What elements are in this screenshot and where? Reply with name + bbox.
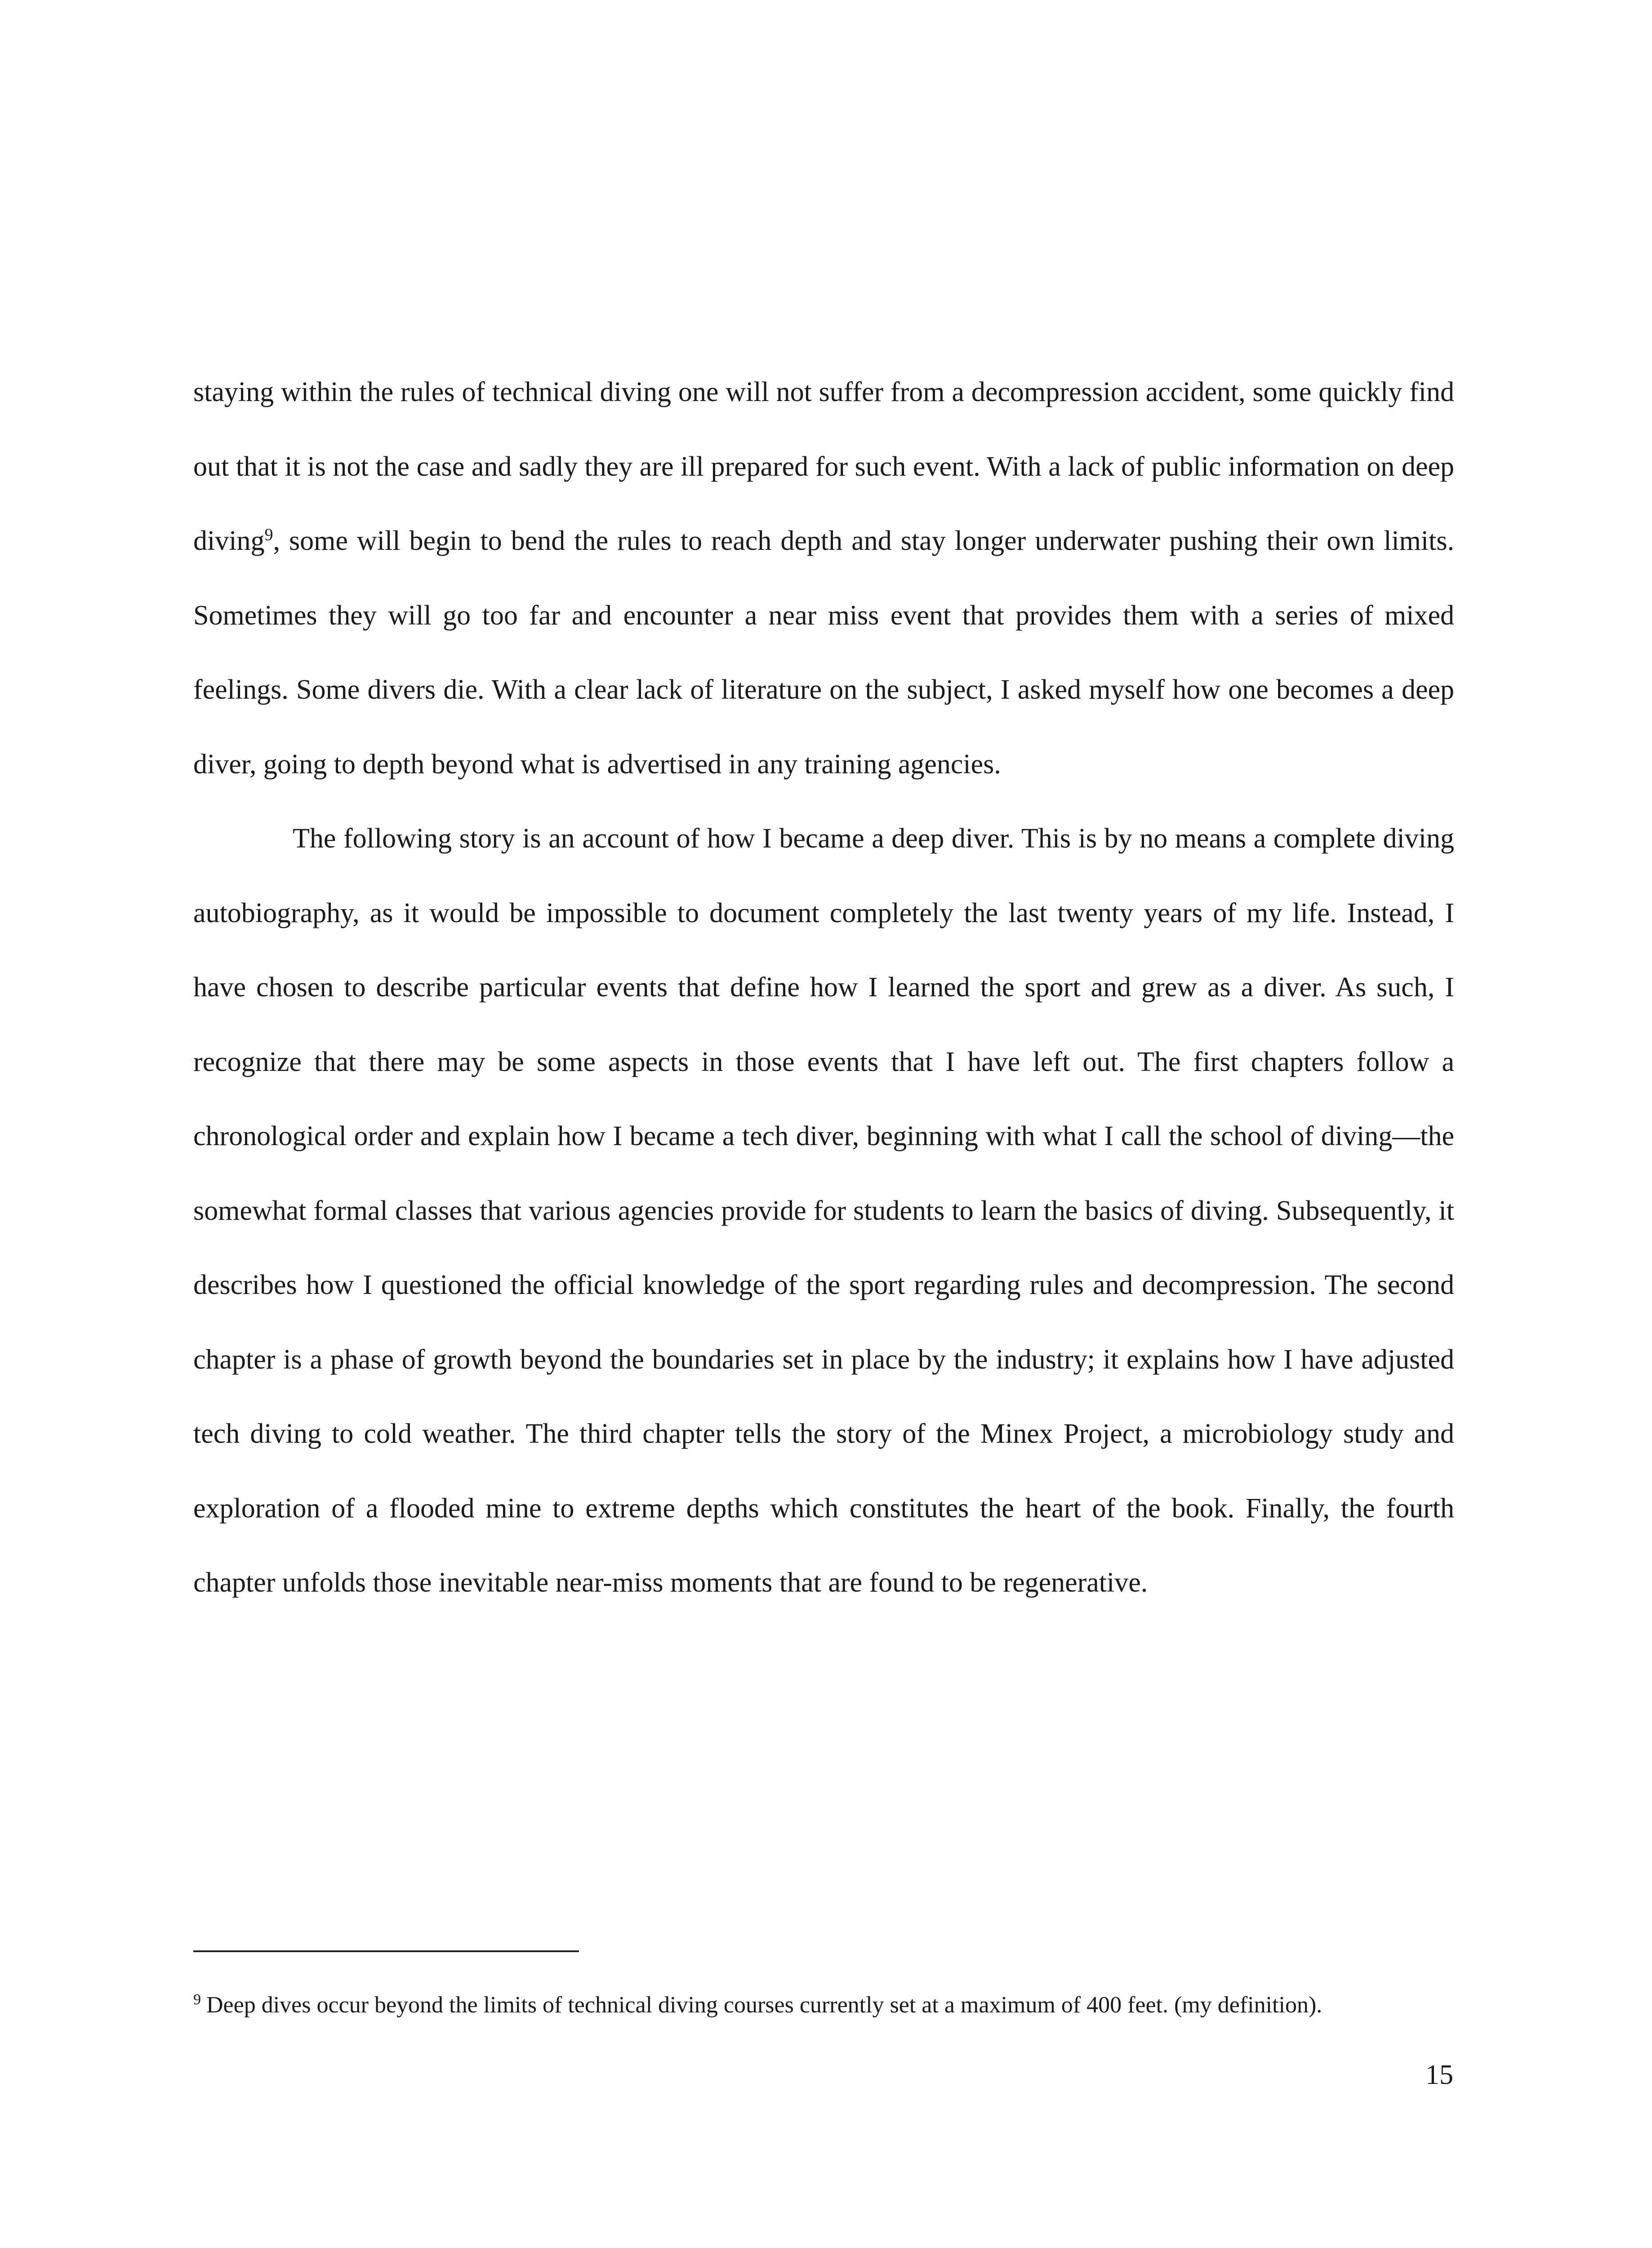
- body-text: [193, 355, 1454, 1620]
- paragraph-1-after-footnote: , some will begin to bend the rules to reach depth and stay longer underwater pushing their own limits. Sometimes they will go too far and encounter a near miss event that provides them with a series of mixed feelings. Some divers die. With a clear lack of literature on the subject, I asked myself how one becomes a deep diver, going to depth beyond what is advertised in any training agencies.: [193, 526, 1454, 780]
- paragraph-2: The following story is an account of how I became a deep diver. This is by no means a complete diving autobiography, as it would be impossible to document completely the last twenty years of my life. Instead, I have chosen to describe particular events that define how I learned the sport and grew as a diver. As such, I recognize that there may be some aspects in those events that I have left out. The first chapters follow a chronological order and explain how I became a tech diver, beginning with what I call the school of diving—the somewhat formal classes that various agencies provide for students to learn the basics of diving. Subsequently, it describes how I questioned the official knowledge of the sport regarding rules and decompression. The second chapter is a phase of growth beyond the boundaries set in place by the industry; it explains how I have adjusted tech diving to cold weather. The third chapter tells the story of the Minex Project, a microbiology study and exploration of a flooded mine to extreme depths which constitutes the heart of the book. Finally, the fourth chapter unfolds those inevitable near-miss moments that are found to be regenerative.: [193, 823, 1454, 1598]
- footnote: [193, 1992, 1454, 2019]
- footnote-divider: [193, 1950, 579, 1952]
- footnote-text: Deep dives occur beyond the limits of technical diving courses currently set at a maximum of 400 feet. (my definition).: [206, 1992, 1322, 2018]
- footnote-reference: 9: [264, 525, 273, 544]
- page-number: 15: [1425, 2060, 1453, 2090]
- paragraph-1-before-footnote: staying within the rules of technical diving one will not suffer from a decompression accident, some quickly find out that it is not the case and sadly they are ill prepared for such event. With a lack of public information on deep diving: [193, 377, 1454, 556]
- footnote-number: 9: [193, 1991, 201, 2008]
- paragraph-1: [193, 355, 1454, 802]
